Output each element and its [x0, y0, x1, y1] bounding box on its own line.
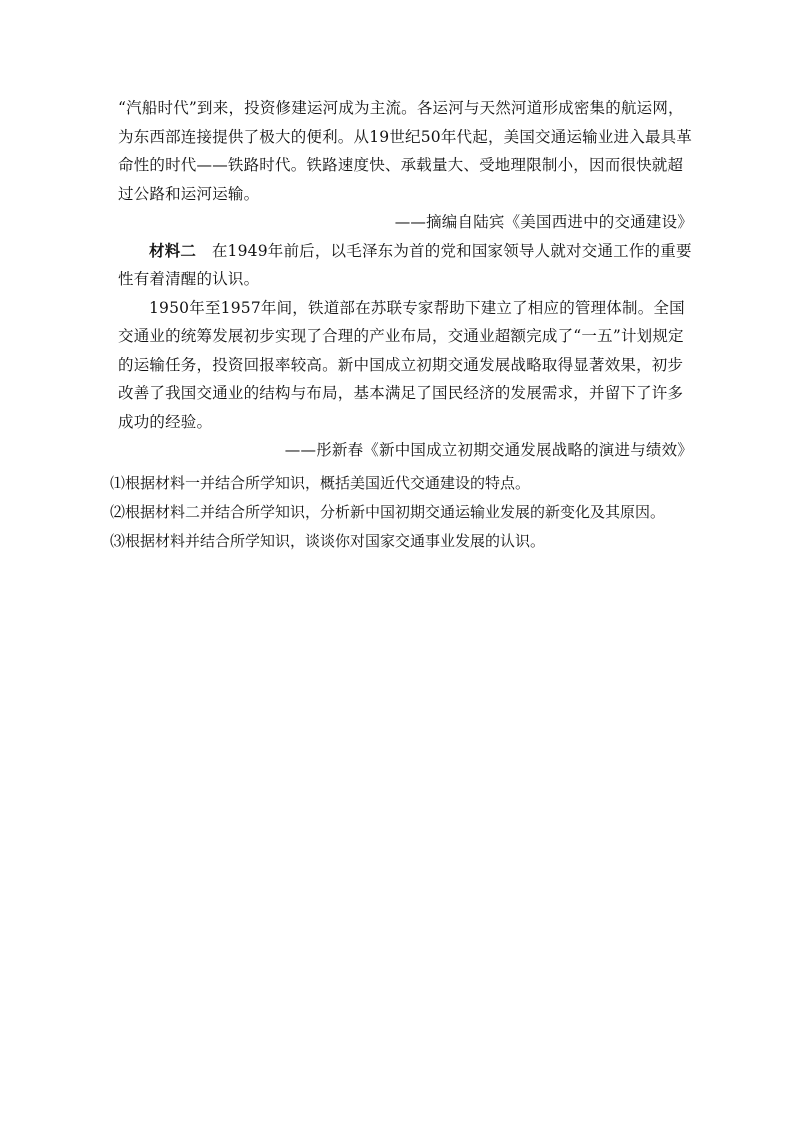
question-3: ⑶根据材料并结合所学知识，谈谈你对国家交通事业发展的认识。: [110, 531, 546, 550]
question-2: ⑵根据材料二并结合所学知识，分析新中国初期交通运输业发展的新变化及其原因。: [110, 502, 666, 521]
material-two-paragraph-2: 1950年至1957年间，铁道部在苏联专家帮助下建立了相应的管理体制。全国交通业的统筹发展初步实现了合理的产业布局，交通业超额完成了“一五”计划规定的运输任务，投资回报率较高。新中国成立初期交通发展战略取得显著效果，初步改善了我国交通业的结构与布局，基本满足了国民经济的发展需求，并留下了许多成功的经验。: [118, 298, 685, 431]
material-two: [118, 237, 693, 465]
material-two-source: ——彤新春《新中国成立初期交通发展战略的演进与绩效》: [284, 441, 693, 459]
page-content: [110, 94, 693, 556]
material-two-paragraph-1-text: 在1949年前后，以毛泽东为首的党和国家领导人就对交通工作的重要性有着清醒的认识。: [118, 241, 692, 288]
material-one: [118, 94, 693, 237]
question-1: ⑴根据材料一并结合所学知识，概括美国近代交通建设的特点。: [110, 473, 531, 492]
material-two-label: 材料二: [149, 240, 197, 260]
material-one-paragraph: “汽船时代”到来，投资修建运河成为主流。各运河与天然河道形成密集的航运网，为东西部连接提供了极大的便利。从19世纪50年代起，美国交通运输业进入最具革命性的时代——铁路时代。铁路速度快、承载量大、受地理限制小，因而很快就超过公路和运河运输。: [118, 99, 693, 203]
question-list: [110, 469, 693, 556]
material-two-paragraph-1: [118, 237, 693, 294]
material-one-source: ——摘编自陆宾《美国西进中的交通建设》: [394, 213, 693, 231]
